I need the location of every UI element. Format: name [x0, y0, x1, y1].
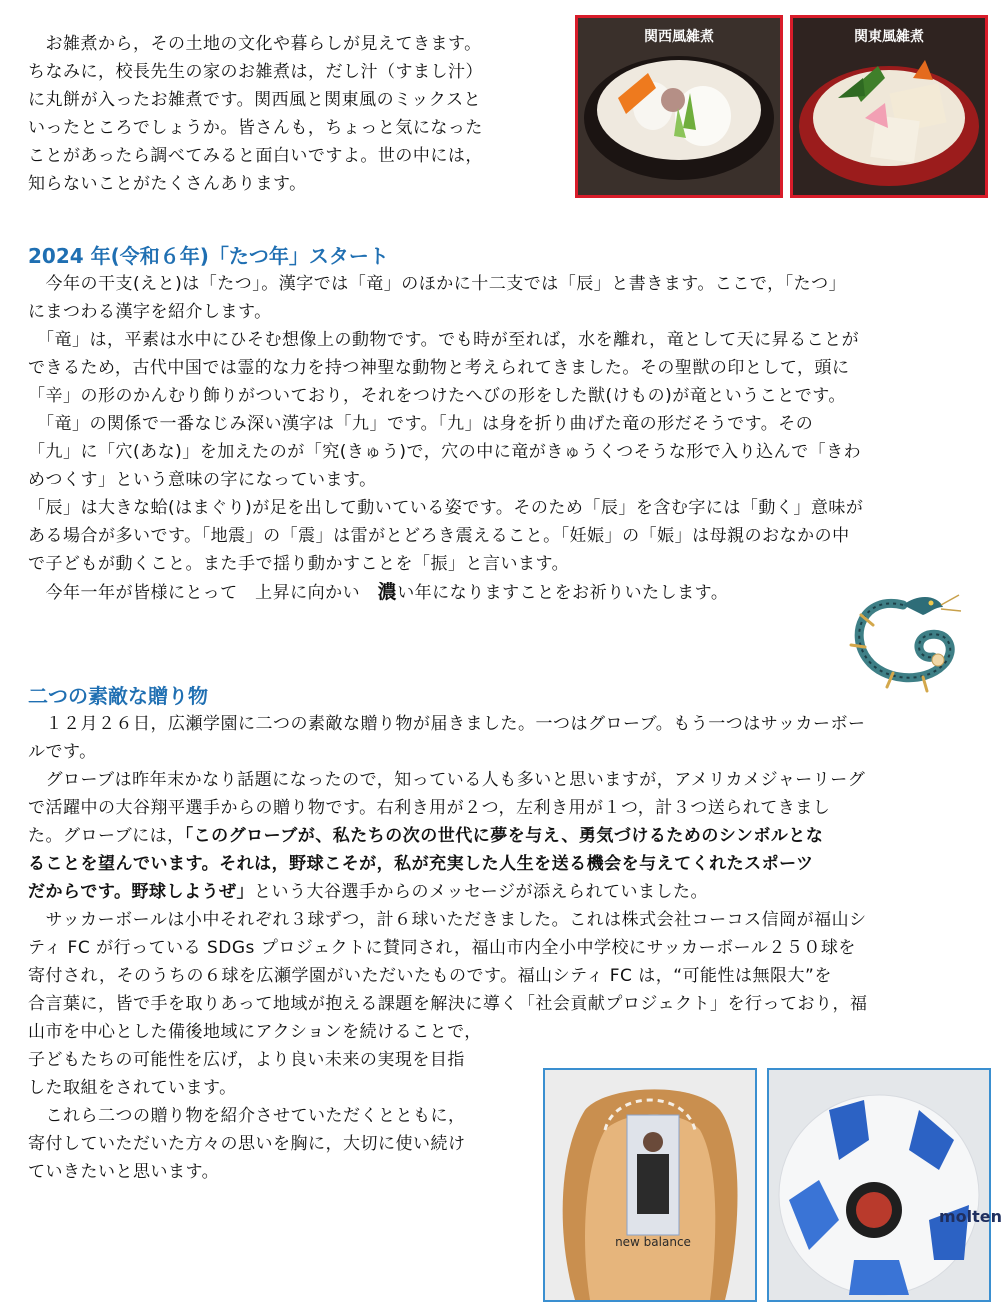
body-line: 「辰」は大きな蛤(はまぐり)が足を出して動いている姿です。そのため「辰」を含む字には「動く」意味が	[28, 498, 864, 518]
soccer-ball-photo	[767, 1068, 1003, 1302]
body-line: ていきたいと思います。	[28, 1162, 220, 1182]
body-line: 合言葉に，皆で手を取りあって地域が抱える課題を解決に導く「社会貢献プロジェクト」を行っており，福	[28, 994, 868, 1014]
body-line: できるため，古代中国では霊的な力を持つ神聖な動物と考えられてきました。その聖獣の印として，頭に	[28, 358, 850, 378]
body-line: で活躍中の大谷翔平選手からの贈り物です。右利き用が２つ，左利き用が１つ，計３つ送られてきまし	[28, 798, 831, 818]
intro-line: に丸餅が入ったお雑煮です。関西風と関東風のミックスと	[28, 90, 482, 110]
body-line: サッカーボールは小中それぞれ３球ずつ，計６球いただきました。これは株式会社コーコス信岡が福山シ	[28, 910, 867, 930]
body-line: 山市を中心とした備後地域にアクションを続けることで，	[28, 1022, 482, 1042]
quote-intro: た。グローブには，	[28, 826, 185, 846]
intro-line: いったところでしょうか。皆さんも，ちょっと気になった	[28, 118, 483, 138]
kansai-zoni-photo	[575, 15, 783, 198]
quote-outro: という大谷選手からのメッセージが添えられていました。	[253, 882, 708, 902]
body-line: 「竜」は，平素は水中にひそむ想像上の動物です。でも時が至れば，水を離れ，竜として天に昇ることが	[28, 330, 860, 350]
body-line	[28, 878, 868, 906]
glove-photo	[543, 1068, 757, 1302]
body-line: ルです。	[28, 742, 97, 762]
intro-line: お雑煮から，その土地の文化や暮らしが見えてきます。	[28, 34, 482, 54]
body-line: 今年の干支(えと)は「たつ」。漢字では「竜」のほかに十二支では「辰」と書きます。ここで，「たつ」	[28, 274, 847, 294]
body-line: にまつわる漢字を紹介します。	[28, 302, 272, 322]
body-line: で子どもが動くこと。また手で揺り動かすことを「振」と言います。	[28, 554, 570, 574]
intro-line: ことがあったら調べてみると面白いですよ。世の中には，	[28, 146, 483, 166]
intro-paragraph	[28, 30, 483, 198]
ohtani-quote: 「このグローブが、私たちの次の世代に夢を与え、勇気づけるためのシンボルとな	[184, 826, 824, 846]
glove-brand-text: new balance	[615, 1235, 691, 1249]
closing-emphasis: 濃	[377, 581, 398, 603]
body-line: 寄付され，そのうちの６球を広瀬学園がいただいたものです。福山シティ FC は，“可能性は無限大”を	[28, 966, 832, 986]
body-line: した取組をされています。	[28, 1078, 237, 1098]
kansai-zoni-label: 関西風雑煮	[644, 29, 714, 45]
body-line: ある場合が多いです。「地震」の「震」は雷がとどろき震えること。「妊娠」の「娠」は母親のおなかの中	[28, 526, 850, 546]
body-line: 「九」に「穴(あな)」を加えたのが「究(きゅう)で，穴の中に竜がきゅうくつそうな形で入り込んで「きわ	[28, 442, 862, 462]
kanto-zoni-label: 関東風雑煮	[854, 29, 924, 45]
body-line: 寄付していただいた方々の思いを胸に，大切に使い続け	[28, 1134, 466, 1154]
body-line: めつくす」という意味の字になっています。	[28, 470, 377, 490]
body-line: ティ FC が行っている SDGs プロジェクトに賛同され，福山市内全小中学校にサッカーボール２５０球を	[28, 938, 856, 958]
body-line: グローブは昨年末かなり話題になったので，知っている人も多いと思いますが，アメリカメジャーリーグ	[28, 770, 866, 790]
body-line: 子どもたちの可能性を広げ，より良い未来の実現を目指	[28, 1050, 465, 1070]
ohtani-quote: だからです。野球しようぜ」	[28, 882, 254, 902]
closing-line	[28, 578, 863, 606]
body-line: 「竜」の関係で一番なじみ深い漢字は「九」です。「九」は身を折り曲げた竜の形だそうです。その	[28, 414, 814, 434]
ball-brand-text: molten	[939, 1207, 1003, 1226]
intro-line: ちなみに，校長先生の家のお雑煮は，だし汁（すまし汁）	[28, 62, 483, 82]
section-heading-gifts: 二つの素敵な贈り物	[28, 684, 208, 708]
body-line	[28, 822, 868, 850]
body-line: これら二つの贈り物を紹介させていただくとともに，	[28, 1106, 466, 1126]
dragon-illustration	[843, 585, 973, 695]
body-line: １２月２６日，広瀬学園に二つの素敵な贈り物が届きました。一つはグローブ。もう一つはサッカーボー	[28, 714, 866, 734]
closing-pre: 今年一年が皆様にとって 上昇に向かい	[28, 583, 378, 603]
intro-line: 知らないことがたくさんあります。	[28, 174, 307, 194]
section-heading-dragon-year: 2024 年(令和６年)「たつ年」スタート	[28, 244, 389, 268]
dragon-year-body	[28, 270, 863, 606]
body-line: 「辛」の形のかんむり飾りがついており，それをつけたへびの形をした獣(けもの)が竜ということです。	[28, 386, 846, 406]
kanto-zoni-photo	[790, 15, 988, 198]
closing-post: い年になりますことをお祈りいたします。	[397, 583, 729, 603]
ohtani-quote: ることを望んでいます。それは，野球こそが，私が充実した人生を送る機会を与えてくれたスポーツ	[28, 854, 814, 874]
